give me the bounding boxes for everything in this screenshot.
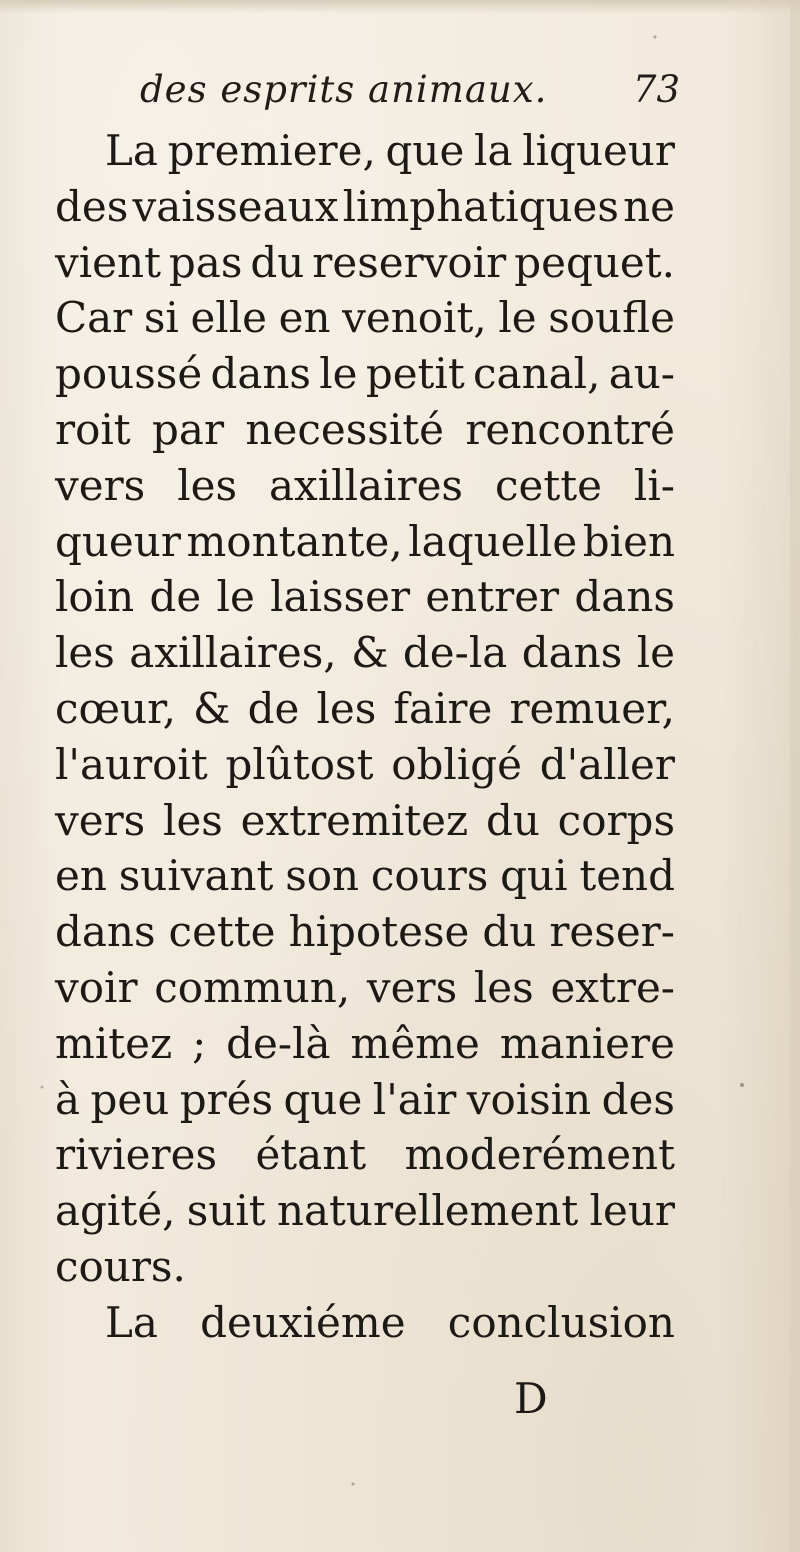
word: le bbox=[319, 349, 358, 399]
page-header bbox=[140, 68, 680, 124]
text-line-content bbox=[55, 681, 675, 737]
word: de-la bbox=[402, 628, 508, 678]
word: cœur, bbox=[55, 683, 176, 733]
word: peu bbox=[90, 1074, 170, 1124]
text-line bbox=[55, 737, 675, 793]
text-line bbox=[55, 1072, 675, 1128]
word: dans bbox=[55, 907, 156, 957]
word: extremitez bbox=[240, 795, 469, 845]
word: elle bbox=[190, 293, 268, 343]
word: vers bbox=[55, 460, 146, 510]
word: qui bbox=[500, 851, 568, 901]
running-title: des esprits animaux. bbox=[140, 68, 548, 111]
word: l'auroit bbox=[55, 739, 208, 789]
word: faire bbox=[393, 683, 493, 733]
word: voir bbox=[55, 962, 138, 1012]
word: queur bbox=[55, 516, 181, 566]
word: vaisseaux bbox=[132, 181, 339, 231]
word: vers bbox=[366, 962, 458, 1012]
word: premiere, bbox=[167, 126, 376, 175]
word: les bbox=[473, 962, 534, 1012]
word: en bbox=[55, 851, 107, 901]
word: d'aller bbox=[539, 739, 675, 789]
word: laisser bbox=[270, 572, 411, 622]
text-line bbox=[55, 123, 675, 179]
word: maniere bbox=[499, 1018, 675, 1068]
text-line-content bbox=[55, 737, 675, 793]
word: de bbox=[149, 572, 202, 622]
catchword: D bbox=[514, 1374, 548, 1423]
text-line bbox=[55, 848, 675, 904]
text-line bbox=[55, 514, 675, 570]
word: suit bbox=[186, 1186, 266, 1236]
word: en bbox=[278, 293, 331, 343]
word: le bbox=[636, 628, 675, 678]
word: venoit, bbox=[342, 293, 487, 343]
word: La bbox=[105, 126, 158, 175]
word: & bbox=[193, 683, 231, 733]
ink-speck bbox=[41, 1086, 44, 1089]
word: cette bbox=[494, 460, 602, 510]
word: rencontré bbox=[465, 404, 675, 454]
body-text bbox=[55, 123, 675, 1351]
page-top-edge bbox=[0, 0, 800, 14]
text-line bbox=[55, 1016, 675, 1072]
word: hipotese bbox=[288, 907, 470, 957]
word: dans bbox=[210, 349, 311, 399]
text-line bbox=[55, 346, 675, 402]
word: entrer bbox=[425, 572, 560, 622]
word: plûtost bbox=[225, 739, 374, 789]
text-line bbox=[55, 625, 675, 681]
word: axillaires, bbox=[129, 628, 337, 678]
word: naturellement bbox=[276, 1186, 579, 1236]
word: pas bbox=[168, 237, 243, 287]
word: son bbox=[285, 851, 360, 901]
word: des bbox=[55, 181, 129, 231]
text-line bbox=[55, 402, 675, 458]
text-line bbox=[55, 235, 675, 291]
word: vers bbox=[55, 795, 146, 845]
text-line-content bbox=[55, 793, 675, 849]
text-line-content bbox=[55, 235, 675, 291]
word: pequet. bbox=[514, 237, 675, 287]
text-line-content bbox=[55, 458, 675, 514]
word: le bbox=[216, 572, 255, 622]
text-line-content bbox=[55, 625, 675, 681]
word: petit bbox=[365, 349, 465, 399]
word: Car bbox=[55, 293, 133, 343]
word: reser- bbox=[549, 907, 675, 957]
word: dans bbox=[574, 572, 675, 622]
word: étant bbox=[255, 1130, 367, 1180]
text-line-content bbox=[55, 960, 675, 1016]
word: moderément bbox=[404, 1130, 675, 1180]
word: remuer, bbox=[509, 683, 675, 733]
word: limphatiques bbox=[342, 181, 619, 231]
word: obligé bbox=[391, 739, 522, 789]
text-line bbox=[55, 681, 675, 737]
word: La bbox=[105, 1297, 158, 1347]
word: le bbox=[498, 293, 537, 343]
ink-speck bbox=[352, 1483, 355, 1486]
word: reservoir bbox=[312, 237, 507, 287]
word: roit bbox=[55, 404, 131, 454]
word: prés bbox=[179, 1074, 274, 1124]
text-line-content: cours. bbox=[55, 1241, 186, 1291]
word: au- bbox=[608, 349, 675, 399]
word: loin bbox=[55, 572, 135, 622]
word: la bbox=[474, 126, 513, 175]
word: cours bbox=[370, 851, 489, 901]
word: liqueur bbox=[522, 126, 675, 175]
word: montante, bbox=[186, 516, 403, 566]
word: si bbox=[143, 293, 179, 343]
text-line-content bbox=[55, 346, 675, 402]
word: laquelle bbox=[408, 516, 578, 566]
text-line bbox=[55, 1127, 675, 1183]
text-line bbox=[55, 1239, 675, 1295]
word: li- bbox=[633, 460, 675, 510]
word: les bbox=[177, 460, 238, 510]
word: & bbox=[351, 628, 389, 678]
word: que bbox=[283, 1074, 363, 1124]
word: soufle bbox=[548, 293, 675, 343]
word: de-là bbox=[226, 1018, 331, 1068]
word: suivant bbox=[118, 851, 274, 901]
word: les bbox=[55, 628, 115, 678]
text-line bbox=[55, 904, 675, 960]
word: à bbox=[55, 1074, 81, 1124]
word: par bbox=[152, 404, 225, 454]
word: vient bbox=[55, 237, 161, 287]
word: conclusion bbox=[447, 1297, 675, 1347]
word: poussé bbox=[55, 349, 203, 399]
word: mitez bbox=[55, 1018, 173, 1068]
word: necessité bbox=[245, 404, 444, 454]
word: ne bbox=[623, 181, 675, 231]
word: les bbox=[163, 795, 223, 845]
ink-speck bbox=[654, 36, 657, 39]
word: du bbox=[485, 795, 540, 845]
word: cette bbox=[168, 907, 276, 957]
text-line-content bbox=[55, 569, 675, 625]
word: tend bbox=[579, 851, 675, 901]
word: les bbox=[316, 683, 377, 733]
text-line bbox=[55, 458, 675, 514]
text-line-content bbox=[55, 848, 675, 904]
text-line bbox=[55, 793, 675, 849]
word: commun, bbox=[154, 962, 351, 1012]
text-line bbox=[55, 179, 675, 235]
text-line bbox=[55, 1295, 675, 1351]
word: leur bbox=[589, 1186, 675, 1236]
word: ; bbox=[192, 1018, 207, 1068]
text-line-content bbox=[55, 402, 675, 458]
text-line bbox=[55, 1183, 675, 1239]
page-edge-shadow bbox=[790, 0, 800, 1552]
word: que bbox=[385, 126, 465, 175]
word: canal, bbox=[473, 349, 601, 399]
ink-speck bbox=[740, 1083, 744, 1087]
word: bien bbox=[582, 516, 675, 566]
word: l'air bbox=[372, 1074, 457, 1124]
word: corps bbox=[557, 795, 675, 845]
text-line-content bbox=[55, 290, 675, 346]
word: deuxiéme bbox=[200, 1297, 406, 1347]
text-line-content bbox=[55, 1072, 675, 1128]
word: de bbox=[247, 683, 300, 733]
word: extre- bbox=[550, 962, 675, 1012]
word: des bbox=[601, 1074, 675, 1124]
word: voisin bbox=[466, 1074, 592, 1124]
text-line bbox=[55, 960, 675, 1016]
text-line-content bbox=[55, 1016, 675, 1072]
page-number: 73 bbox=[632, 68, 680, 111]
text-line-content bbox=[55, 1127, 675, 1183]
text-line-content bbox=[55, 904, 675, 960]
text-line-content bbox=[105, 1295, 675, 1351]
text-line bbox=[55, 290, 675, 346]
word: rivieres bbox=[55, 1130, 218, 1180]
text-line-content bbox=[55, 1183, 675, 1239]
text-line-content bbox=[55, 514, 675, 570]
text-line-content bbox=[55, 179, 675, 235]
word: du bbox=[482, 907, 537, 957]
word: même bbox=[350, 1018, 480, 1068]
word: dans bbox=[521, 628, 623, 678]
text-line bbox=[55, 569, 675, 625]
text-line-content bbox=[105, 123, 675, 179]
word: du bbox=[250, 237, 305, 287]
word: agité, bbox=[55, 1186, 176, 1236]
word: axillaires bbox=[269, 460, 463, 510]
